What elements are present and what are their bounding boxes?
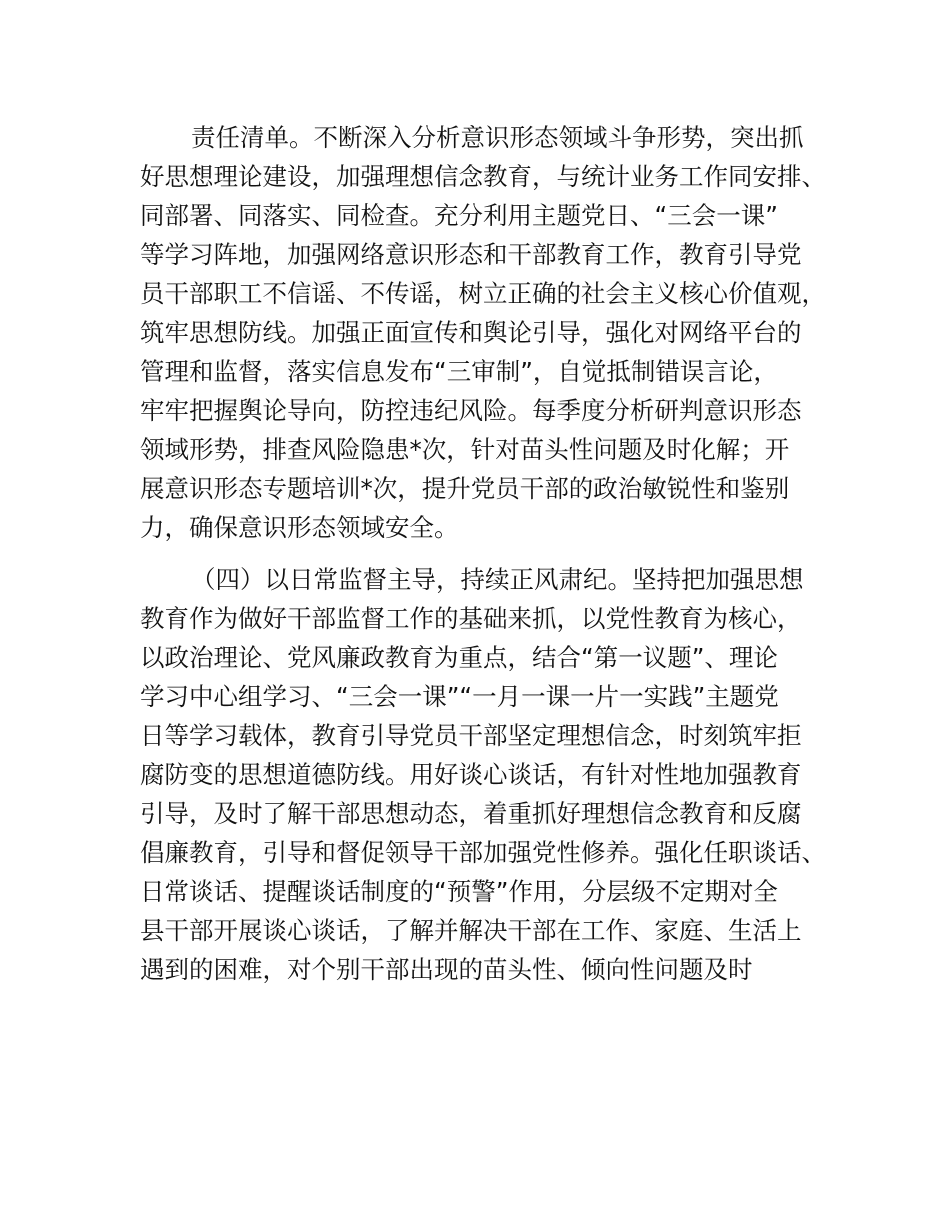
text-line: 引导，及时了解干部思想动态，着重抓好理想信念教育和反腐 <box>140 799 802 828</box>
text-line: 学习中心组学习、“三会一课”“一月一课一片一实践”主题党 <box>140 682 779 711</box>
paragraph-responsibility-list <box>140 118 840 547</box>
document-body <box>140 118 840 989</box>
text-line: 筑牢思想防线。加强正面宣传和舆论引导，强化对网络平台的 <box>140 318 802 347</box>
section-heading-line: （四）以日常监督主导，持续正风肃纪。坚持把加强思想 <box>191 565 804 594</box>
text-line: 县干部开展谈心谈话，了解并解决干部在工作、家庭、生活上 <box>140 916 802 945</box>
text-line: 教育作为做好干部监督工作的基础来抓，以党性教育为核心， <box>140 604 802 633</box>
text-line: 以政治理论、党风廉政教育为重点，结合“第一议题”、理论 <box>140 643 778 672</box>
text-line: 好思想理论建设，加强理想信念教育，与统计业务工作同安排、 <box>140 162 826 191</box>
text-line: 展意识形态专题培训*次，提升党员干部的政治敏锐性和鉴别 <box>140 474 790 503</box>
text-line: 牢牢把握舆论导向，防控违纪风险。每季度分析研判意识形态 <box>140 396 802 425</box>
text-line: 倡廉教育，引导和督促领导干部加强党性修养。强化任职谈话、 <box>140 838 826 867</box>
text-line: 腐防变的思想道德防线。用好谈心谈话，有针对性地加强教育 <box>140 760 802 789</box>
text-line: 日等学习载体，教育引导党员干部坚定理想信念，时刻筑牢拒 <box>140 721 802 750</box>
text-line: 员干部职工不信谣、不传谣，树立正确的社会主义核心价值观， <box>140 279 826 308</box>
text-line: 等学习阵地，加强网络意识形态和干部教育工作，教育引导党 <box>140 240 802 269</box>
text-line: 力，确保意识形态领域安全。 <box>140 513 459 542</box>
text-line: 日常谈话、提醒谈话制度的“预警”作用，分层级不定期对全 <box>140 877 778 906</box>
text-line: 责任清单。不断深入分析意识形态领域斗争形势，突出抓 <box>191 123 804 152</box>
text-line: 管理和监督，落实信息发布“三审制”，自觉抵制错误言论， <box>140 357 778 386</box>
text-line: 遇到的困难，对个别干部出现的苗头性、倾向性问题及时 <box>140 955 753 984</box>
paragraph-section-four <box>140 560 840 989</box>
text-line: 领域形势，排查风险隐患*次，针对苗头性问题及时化解；开 <box>140 435 790 464</box>
paragraph-gap <box>140 547 840 560</box>
text-line: 同部署、同落实、同检查。充分利用主题党日、“三会一课” <box>140 201 778 230</box>
